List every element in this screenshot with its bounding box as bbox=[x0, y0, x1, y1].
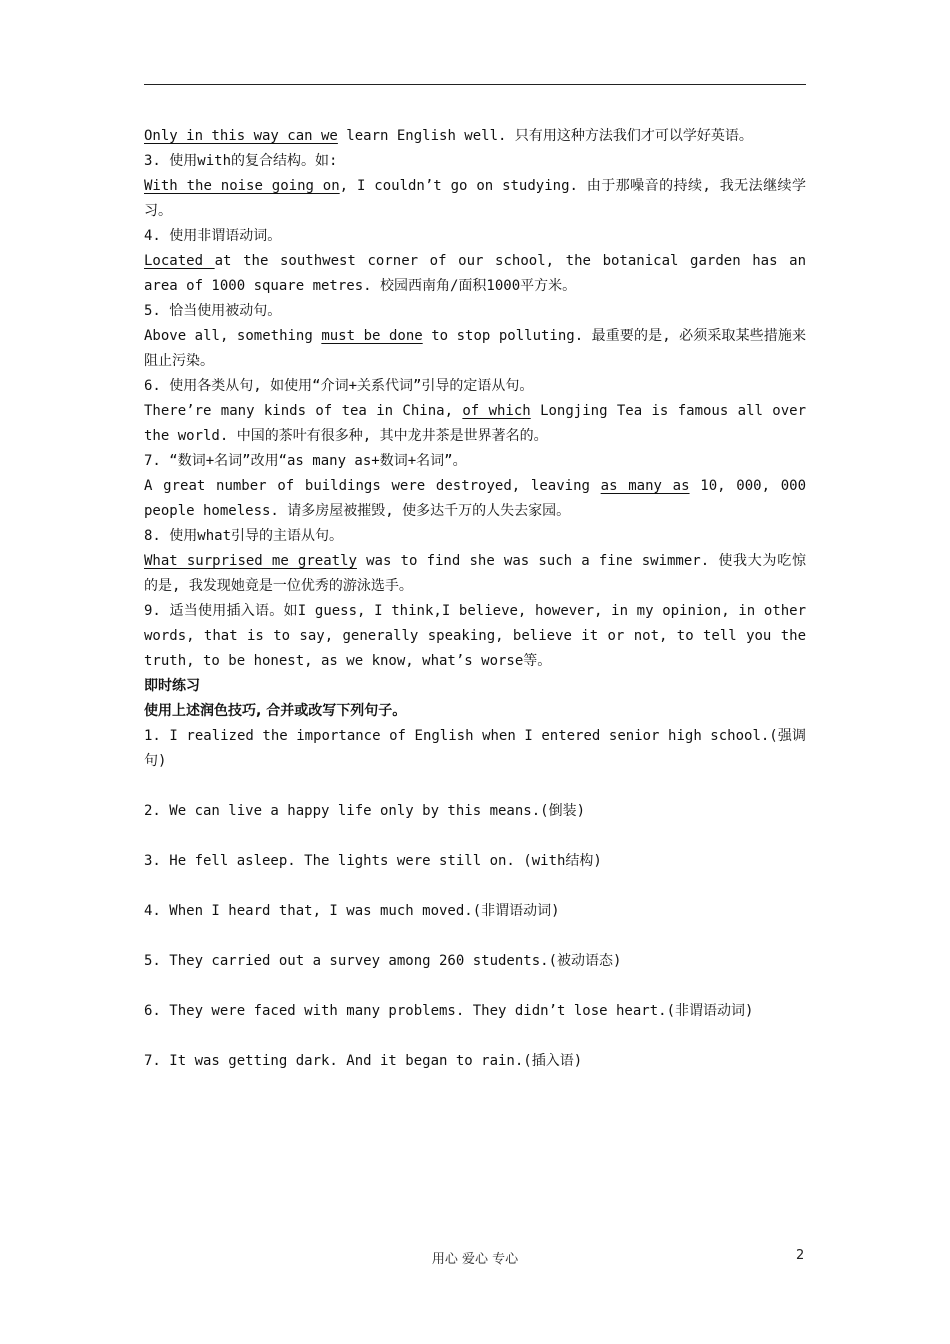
example-line-numerals bbox=[144, 474, 806, 524]
practice-item-4: 4. When I heard that, I was much moved.(非谓语动词) bbox=[144, 903, 560, 919]
example-line-with bbox=[144, 174, 806, 224]
sentence-text: Above all, something bbox=[144, 328, 322, 344]
answer-space bbox=[144, 824, 806, 849]
page-number: 2 bbox=[796, 1248, 805, 1263]
practice-item-5: 5. They carried out a survey among 260 students.(被动语态) bbox=[144, 953, 622, 969]
page-body bbox=[144, 124, 806, 1074]
technique-heading-clauses: 6. 使用各类从句, 如使用“介词+关系代词”引导的定语从句。 bbox=[144, 378, 534, 394]
answer-space bbox=[144, 924, 806, 949]
example-line-passive bbox=[144, 324, 806, 374]
underlined-phrase: With the noise going on bbox=[144, 178, 340, 194]
example-line-inversion bbox=[144, 124, 806, 149]
example-line-what-clause bbox=[144, 549, 806, 599]
technique-heading-with: 3. 使用with的复合结构。如: bbox=[144, 153, 338, 169]
technique-parentheticals: 9. 适当使用插入语。如I guess, I think,I believe, however, in my opinion, in other words, that is to say, generally speaking, believe it or not, to tell you the truth, to be honest, as we know, what’s worse等。 bbox=[144, 603, 806, 669]
header-rule bbox=[144, 84, 806, 85]
sentence-text: was to find she was such a fine swimmer. 使我大为吃惊的是, 我发现她竟是一位优秀的游泳选手。 bbox=[144, 553, 806, 594]
sentence-text: A great number of buildings were destroyed, leaving bbox=[144, 478, 601, 494]
practice-heading: 即时练习 bbox=[144, 678, 200, 694]
sentence-text: There’re many kinds of tea in China, bbox=[144, 403, 463, 419]
practice-item-7: 7. It was getting dark. And it began to rain.(插入语) bbox=[144, 1053, 583, 1069]
underlined-phrase: What surprised me greatly bbox=[144, 553, 357, 569]
answer-space bbox=[144, 874, 806, 899]
sentence-text: to stop polluting. 最重要的是, 必须采取某些措施来阻止污染。 bbox=[144, 328, 806, 369]
underlined-phrase: of which bbox=[462, 403, 531, 419]
example-line-nonfinite bbox=[144, 249, 806, 299]
practice-item-1: 1. I realized the importance of English when I entered senior high school.(强调句) bbox=[144, 728, 806, 769]
technique-heading-nonfinite: 4. 使用非谓语动词。 bbox=[144, 228, 282, 244]
practice-item-2: 2. We can live a happy life only by this means.(倒装) bbox=[144, 803, 586, 819]
underlined-phrase: Only in this way can we bbox=[144, 128, 338, 144]
sentence-text: , I couldn’t go on studying. 由于那噪音的持续, 我无法继续学习。 bbox=[144, 178, 806, 219]
sentence-text: learn English well. 只有用这种方法我们才可以学好英语。 bbox=[337, 128, 753, 144]
underlined-phrase: must be done bbox=[321, 328, 423, 344]
underlined-phrase: as many as bbox=[600, 478, 690, 494]
sentence-text: Longjing Tea is famous all over the world. 中国的茶叶有很多种, 其中龙井茶是世界著名的。 bbox=[144, 403, 806, 444]
technique-heading-passive: 5. 恰当使用被动句。 bbox=[144, 303, 282, 319]
practice-item-3: 3. He fell asleep. The lights were still on. (with结构) bbox=[144, 853, 602, 869]
practice-instruction: 使用上述润色技巧, 合并或改写下列句子。 bbox=[144, 703, 407, 719]
answer-space bbox=[144, 774, 806, 799]
footer-motto: 用心 爱心 专心 bbox=[431, 1252, 519, 1267]
sentence-text: 10, 000, 000 people homeless. 请多房屋被摧毁, 使多达千万的人失去家园。 bbox=[144, 478, 807, 519]
example-line-clauses bbox=[144, 399, 806, 449]
technique-heading-what-clause: 8. 使用what引导的主语从句。 bbox=[144, 528, 344, 544]
answer-space bbox=[144, 1024, 806, 1049]
sentence-text: at the southwest corner of our school, the botanical garden has an area of 1000 square metres. 校园西南角/面积1000平方米。 bbox=[144, 253, 806, 294]
technique-heading-numerals: 7. “数词+名词”改用“as many as+数词+名词”。 bbox=[144, 453, 467, 469]
underlined-phrase: Located bbox=[144, 253, 215, 269]
practice-item-6: 6. They were faced with many problems. They didn’t lose heart.(非谓语动词) bbox=[144, 1003, 754, 1019]
answer-space bbox=[144, 974, 806, 999]
